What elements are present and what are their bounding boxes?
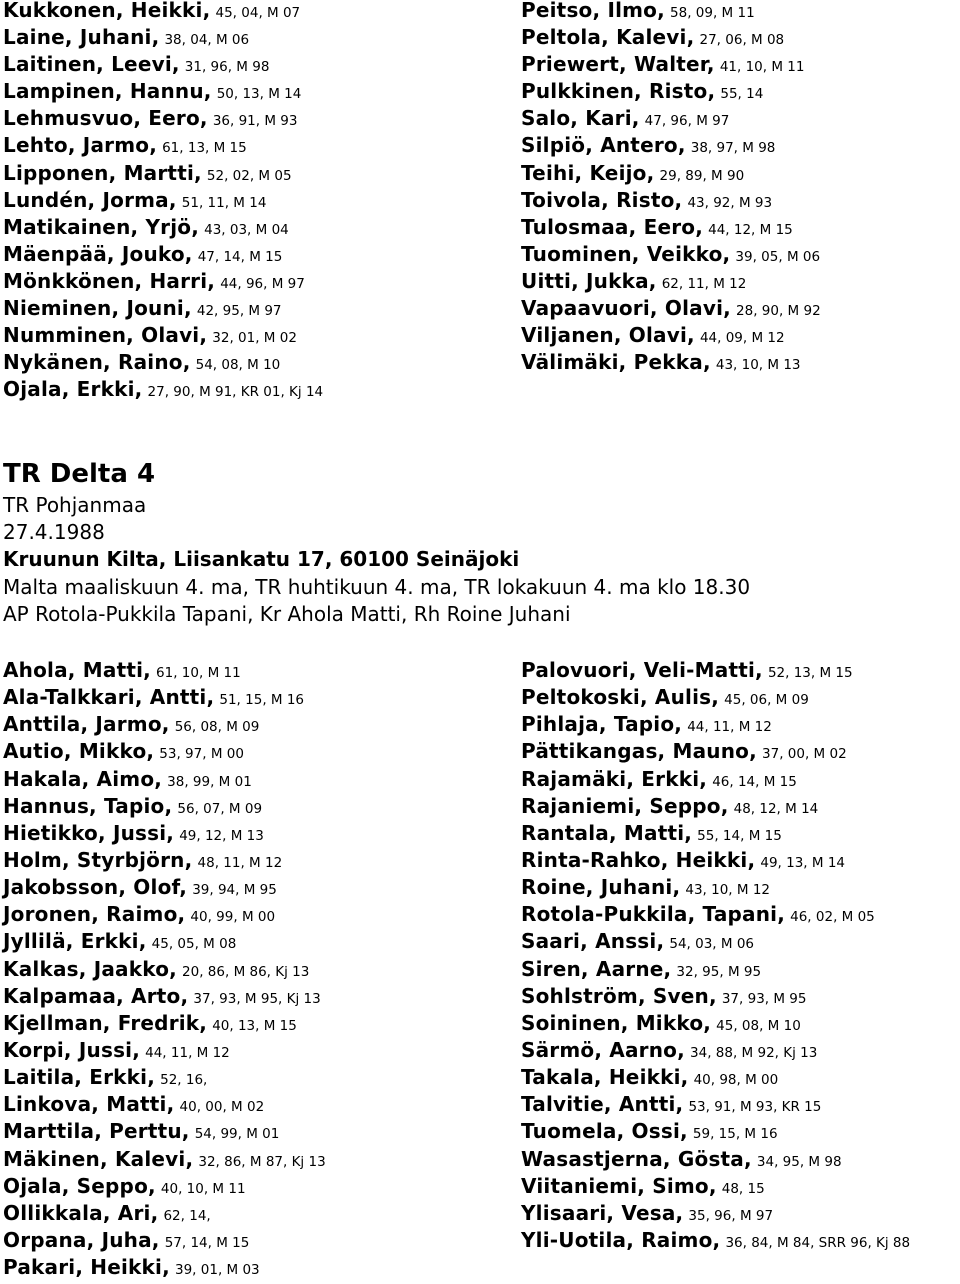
member-name: Rantala, Matti,: [521, 820, 693, 845]
member-details: 40, 98, M 00: [693, 1072, 779, 1089]
member-details: 27, 90, M 91, KR 01, Kj 14: [147, 384, 324, 401]
member-name: Rotola-Pukkila, Tapani,: [521, 902, 786, 927]
member-details: 32, 86, M 87, Kj 13: [198, 1153, 326, 1170]
member-details: 48, 12, M 14: [733, 800, 819, 817]
member-details: 55, 14: [720, 86, 764, 103]
list-item: [521, 820, 910, 847]
list-item: [521, 847, 910, 874]
member-details: 40, 13, M 15: [212, 1017, 297, 1034]
member-details: 51, 15, M 16: [219, 692, 305, 709]
member-details: 38, 04, M 06: [164, 32, 250, 49]
list-item: [3, 793, 326, 820]
list-item: [3, 268, 323, 295]
member-name: Laitila, Erkki,: [3, 1065, 156, 1090]
member-name: Tuomela, Ossi,: [521, 1119, 688, 1144]
list-item: [3, 1064, 326, 1091]
member-details: 38, 99, M 01: [167, 773, 252, 790]
list-item: [3, 1037, 326, 1064]
member-details: 46, 02, M 05: [790, 909, 875, 926]
list-item: [3, 657, 326, 684]
list-item: [3, 874, 326, 901]
member-list-top-left: [3, 0, 323, 403]
list-item: [521, 0, 821, 24]
list-item: [3, 766, 326, 793]
member-details: 39, 05, M 06: [735, 248, 821, 265]
list-item: [521, 1200, 910, 1227]
list-item: [3, 214, 323, 241]
list-item: [521, 51, 821, 78]
member-details: 44, 11, M 12: [687, 719, 772, 736]
member-name: Kjellman, Fredrik,: [3, 1010, 208, 1035]
member-details: 36, 91, M 93: [212, 113, 298, 130]
member-details: 46, 14, M 15: [712, 773, 797, 790]
section-officers: AP Rotola-Pukkila Tapani, Kr Ahola Matti, Rh Roine Juhani: [3, 601, 571, 626]
list-item: [521, 928, 910, 955]
list-item: [3, 1091, 326, 1118]
list-item: [3, 160, 323, 187]
list-item: [521, 983, 910, 1010]
member-details: 40, 10, M 11: [160, 1180, 246, 1197]
member-details: 42, 95, M 97: [196, 303, 282, 320]
member-name: Takala, Heikki,: [521, 1065, 689, 1090]
list-item: [521, 766, 910, 793]
member-details: 39, 94, M 95: [192, 882, 277, 899]
list-item: [521, 1037, 910, 1064]
member-name: Särmö, Aarno,: [521, 1037, 685, 1062]
member-name: Pulkkinen, Risto,: [521, 79, 716, 104]
list-item: [521, 738, 910, 765]
member-list-bottom-right: [521, 657, 910, 1254]
list-item: [3, 901, 326, 928]
member-details: 43, 10, M 13: [715, 357, 801, 374]
member-name: Palovuori, Veli-Matti,: [521, 658, 763, 682]
member-name: Saari, Anssi,: [521, 929, 665, 954]
member-name: Rajamäki, Erkki,: [521, 766, 708, 791]
member-name: Mäenpää, Jouko,: [3, 241, 193, 266]
member-name: Marttila, Perttu,: [3, 1119, 190, 1144]
list-item: [521, 187, 821, 214]
section-title: TR Delta 4: [3, 459, 156, 489]
list-item: [3, 1254, 326, 1281]
member-name: Numminen, Olavi,: [3, 323, 208, 348]
member-name: Tulosmaa, Eero,: [521, 214, 704, 239]
list-item: [521, 132, 821, 159]
member-name: Anttila, Jarmo,: [3, 712, 170, 737]
list-item: [3, 1200, 326, 1227]
member-details: 41, 10, M 11: [719, 59, 805, 76]
member-details: 37, 00, M 02: [762, 746, 847, 763]
list-item: [3, 820, 326, 847]
list-item: [521, 1146, 910, 1173]
member-details: 54, 03, M 06: [669, 936, 754, 953]
member-name: Peitso, Ilmo,: [521, 0, 665, 22]
list-item: [521, 1064, 910, 1091]
member-name: Rajaniemi, Seppo,: [521, 793, 729, 818]
list-item: [3, 956, 326, 983]
section-date: 27.4.1988: [3, 520, 105, 545]
member-name: Kalkas, Jaakko,: [3, 956, 177, 981]
list-item: [521, 268, 821, 295]
member-details: 53, 91, M 93, KR 15: [688, 1099, 822, 1116]
member-name: Roine, Juhani,: [521, 875, 681, 900]
member-name: Ojala, Erkki,: [3, 377, 143, 402]
list-item: [521, 901, 910, 928]
member-details: 52, 16,: [160, 1072, 208, 1089]
member-details: 34, 95, M 98: [756, 1153, 842, 1170]
member-details: 28, 90, M 92: [736, 303, 821, 320]
list-item: [521, 793, 910, 820]
member-name: Nieminen, Jouni,: [3, 296, 192, 321]
member-list-bottom-left: [3, 657, 326, 1281]
member-name: Hietikko, Jussi,: [3, 820, 175, 845]
member-details: 37, 93, M 95: [721, 990, 807, 1007]
list-item: [3, 1010, 326, 1037]
list-item: [521, 1091, 910, 1118]
list-item: [521, 1173, 910, 1200]
member-name: Toivola, Risto,: [521, 187, 683, 212]
member-details: 47, 96, M 97: [644, 113, 730, 130]
member-details: 57, 14, M 15: [164, 1234, 250, 1251]
member-details: 45, 05, M 08: [151, 936, 237, 953]
member-details: 54, 08, M 10: [195, 357, 281, 374]
member-name: Linkova, Matti,: [3, 1092, 175, 1117]
list-item: [3, 51, 323, 78]
member-name: Mäkinen, Kalevi,: [3, 1146, 194, 1171]
list-item: [3, 983, 326, 1010]
member-details: 62, 14,: [163, 1207, 211, 1224]
list-item: [521, 349, 821, 376]
member-details: 61, 10, M 11: [156, 665, 241, 681]
member-name: Korpi, Jussi,: [3, 1037, 141, 1062]
member-details: 44, 12, M 15: [708, 221, 793, 238]
member-name: Priewert, Walter,: [521, 52, 715, 77]
list-item: [521, 160, 821, 187]
member-details: 43, 03, M 04: [204, 221, 289, 238]
member-details: 55, 14, M 15: [697, 827, 782, 844]
section-header: [3, 456, 750, 628]
member-details: 62, 11, M 12: [661, 275, 747, 292]
member-details: 54, 99, M 01: [194, 1126, 280, 1143]
member-details: 32, 01, M 02: [212, 330, 297, 347]
list-item: [521, 105, 821, 132]
section-region: TR Pohjanmaa: [3, 493, 147, 517]
list-item: [3, 241, 323, 268]
list-item: [3, 132, 323, 159]
member-name: Mönkkönen, Harri,: [3, 268, 216, 293]
list-item: [3, 78, 323, 105]
member-name: Joronen, Raimo,: [3, 902, 186, 927]
section-meetings: Malta maaliskuun 4. ma, TR huhtikuun 4. ma, TR lokakuun 4. ma klo 18.30: [3, 574, 751, 599]
list-item: [521, 24, 821, 51]
member-details: 31, 96, M 98: [184, 59, 270, 76]
member-name: Talvitie, Antti,: [521, 1092, 684, 1117]
member-name: Viljanen, Olavi,: [521, 323, 695, 348]
member-name: Lehmusvuo, Eero,: [3, 106, 208, 131]
list-item: [3, 711, 326, 738]
member-name: Sohlström, Sven,: [521, 983, 717, 1008]
member-details: 56, 08, M 09: [174, 719, 260, 736]
member-list-top-right: [521, 0, 821, 376]
member-details: 44, 11, M 12: [145, 1044, 230, 1061]
list-item: [521, 295, 821, 322]
member-details: 20, 86, M 86, Kj 13: [182, 963, 310, 980]
member-details: 38, 97, M 98: [690, 140, 776, 157]
member-name: Jakobsson, Olof,: [3, 875, 188, 900]
list-item: [3, 105, 323, 132]
member-name: Ollikkala, Ari,: [3, 1200, 159, 1225]
member-name: Pakari, Heikki,: [3, 1255, 170, 1280]
member-name: Hannus, Tapio,: [3, 793, 173, 818]
section-venue: Kruunun Kilta, Liisankatu 17, 60100 Seinäjoki: [3, 547, 520, 572]
member-details: 48, 15: [721, 1180, 765, 1197]
member-name: Soininen, Mikko,: [521, 1010, 712, 1035]
member-details: 52, 13, M 15: [767, 665, 853, 681]
member-details: 61, 13, M 15: [162, 140, 247, 157]
member-details: 49, 13, M 14: [760, 854, 845, 871]
member-details: 40, 00, M 02: [179, 1099, 265, 1116]
member-details: 29, 89, M 90: [659, 167, 745, 184]
member-name: Ahola, Matti,: [3, 658, 151, 682]
list-item: [3, 684, 326, 711]
member-name: Holm, Styrbjörn,: [3, 847, 193, 872]
member-name: Pihlaja, Tapio,: [521, 712, 683, 737]
member-details: 45, 06, M 09: [724, 692, 809, 709]
list-item: [3, 187, 323, 214]
member-name: Salo, Kari,: [521, 106, 640, 131]
list-item: [3, 24, 323, 51]
member-details: 43, 92, M 93: [687, 194, 773, 211]
member-name: Pättikangas, Mauno,: [521, 739, 757, 764]
list-item: [521, 241, 821, 268]
member-name: Lampinen, Hannu,: [3, 79, 212, 104]
member-details: 56, 07, M 09: [177, 800, 263, 817]
list-item: [521, 1010, 910, 1037]
member-details: 51, 11, M 14: [181, 194, 267, 211]
member-name: Lipponen, Martti,: [3, 160, 202, 185]
list-item: [3, 847, 326, 874]
member-name: Peltokoski, Aulis,: [521, 685, 720, 710]
list-item: [521, 874, 910, 901]
member-name: Lundén, Jorma,: [3, 187, 177, 212]
list-item: [521, 322, 821, 349]
member-details: 34, 88, M 92, Kj 13: [690, 1044, 818, 1061]
list-item: [521, 78, 821, 105]
member-name: Wasastjerna, Gösta,: [521, 1146, 752, 1171]
member-name: Rinta-Rahko, Heikki,: [521, 847, 756, 872]
member-name: Siren, Aarne,: [521, 956, 672, 981]
list-item: [3, 349, 323, 376]
member-details: 49, 12, M 13: [179, 827, 264, 844]
member-name: Uitti, Jukka,: [521, 268, 657, 293]
member-name: Yli-Uotila, Raimo,: [521, 1227, 721, 1252]
member-name: Kukkonen, Heikki,: [3, 0, 211, 22]
member-details: 27, 06, M 08: [699, 32, 785, 49]
member-details: 47, 14, M 15: [197, 248, 283, 265]
member-name: Ylisaari, Vesa,: [521, 1200, 684, 1225]
member-details: 53, 97, M 00: [159, 746, 244, 763]
list-item: [521, 214, 821, 241]
list-item: [3, 1173, 326, 1200]
member-name: Orpana, Juha,: [3, 1227, 160, 1252]
member-details: 58, 09, M 11: [670, 5, 755, 21]
member-details: 39, 01, M 03: [175, 1262, 260, 1279]
member-name: Peltola, Kalevi,: [521, 25, 695, 50]
list-item: [521, 657, 910, 684]
list-item: [3, 376, 323, 403]
member-name: Lehto, Jarmo,: [3, 133, 157, 158]
list-item: [3, 0, 323, 24]
member-name: Silpiö, Antero,: [521, 133, 686, 158]
list-item: [521, 711, 910, 738]
member-details: 45, 08, M 10: [716, 1017, 801, 1034]
member-details: 44, 09, M 12: [699, 330, 785, 347]
member-name: Nykänen, Raino,: [3, 350, 191, 375]
member-details: 43, 10, M 12: [685, 882, 770, 899]
member-name: Teihi, Keijo,: [521, 160, 655, 185]
member-details: 48, 11, M 12: [197, 854, 283, 871]
member-details: 36, 84, M 84, SRR 96, Kj 88: [725, 1234, 911, 1251]
member-name: Kalpamaa, Arto,: [3, 983, 189, 1008]
list-item: [3, 295, 323, 322]
member-details: 50, 13, M 14: [216, 86, 302, 103]
list-item: [3, 322, 323, 349]
list-item: [521, 956, 910, 983]
list-item: [521, 684, 910, 711]
member-name: Laine, Juhani,: [3, 25, 160, 50]
list-item: [521, 1227, 910, 1254]
member-name: Autio, Mikko,: [3, 739, 155, 764]
member-name: Ala-Talkkari, Antti,: [3, 685, 215, 710]
list-item: [3, 738, 326, 765]
member-details: 45, 04, M 07: [215, 5, 301, 21]
member-details: 44, 96, M 97: [220, 275, 305, 292]
member-name: Matikainen, Yrjö,: [3, 214, 200, 239]
member-name: Vapaavuori, Olavi,: [521, 296, 731, 321]
member-details: 37, 93, M 95, Kj 13: [193, 990, 321, 1007]
member-name: Viitaniemi, Simo,: [521, 1173, 717, 1198]
member-details: 40, 99, M 00: [190, 909, 276, 926]
member-details: 52, 02, M 05: [206, 167, 292, 184]
member-name: Välimäki, Pekka,: [521, 350, 711, 375]
list-item: [3, 1146, 326, 1173]
member-name: Hakala, Aimo,: [3, 766, 163, 791]
list-item: [3, 928, 326, 955]
list-item: [521, 1118, 910, 1145]
member-name: Ojala, Seppo,: [3, 1173, 156, 1198]
member-name: Laitinen, Leevi,: [3, 52, 180, 77]
member-name: Jyllilä, Erkki,: [3, 929, 147, 954]
member-name: Tuominen, Veikko,: [521, 241, 731, 266]
list-item: [3, 1118, 326, 1145]
member-details: 35, 96, M 97: [688, 1207, 774, 1224]
member-details: 59, 15, M 16: [692, 1126, 778, 1143]
member-details: 32, 95, M 95: [676, 963, 762, 980]
list-item: [3, 1227, 326, 1254]
